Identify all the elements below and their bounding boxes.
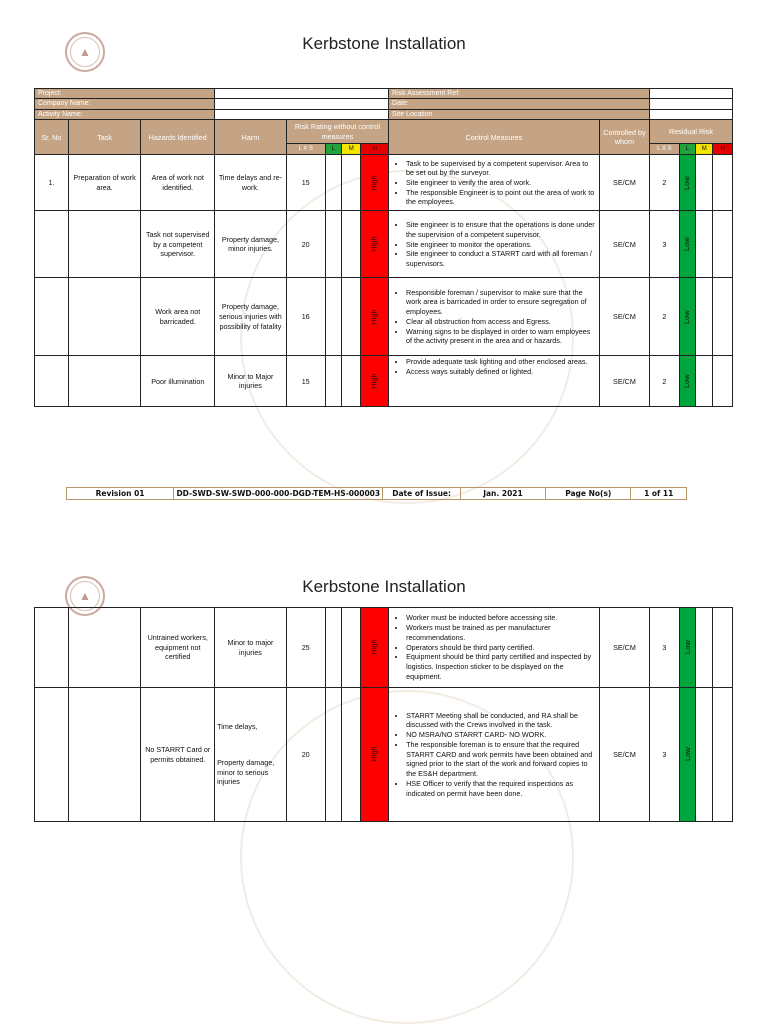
hazard-cell: Area of work not identified. [141, 155, 215, 211]
ra-ref-field[interactable] [650, 89, 733, 99]
l-cell [325, 278, 341, 356]
hazard-cell: Poor illumination [141, 356, 215, 407]
residual-text: Low [682, 176, 692, 190]
control-item: • Operators should be third party certified. [406, 643, 597, 653]
risk-table-page1 [34, 88, 733, 407]
control-item: • Site engineer to monitor the operations. [406, 240, 597, 250]
header-controlled-by: Controlled by whom [599, 120, 649, 155]
m-cell [341, 278, 360, 356]
site-location-field[interactable] [650, 109, 733, 119]
sr-no-cell [35, 278, 69, 356]
harm-text-a: Time delays, [217, 722, 258, 732]
sub-header-m: M [341, 144, 360, 155]
footer-date: Jan. 2021 [461, 488, 546, 499]
residual-m-cell [696, 211, 713, 278]
l-cell [325, 356, 341, 407]
table-row [35, 155, 733, 211]
sub-header-residual-lxs: L X S [650, 144, 680, 155]
page-title: Kerbstone Installation [302, 577, 466, 596]
hazard-cell: Untrained workers, equipment not certified [141, 608, 215, 688]
residual-rating-cell [679, 278, 695, 356]
date-label: Date: [389, 99, 650, 109]
harm-cell: Property damage, serious injuries with possibility of fatality [215, 278, 287, 356]
sub-header-l: L [325, 144, 341, 155]
header-sr-no: Sr. No [35, 120, 69, 155]
residual-lxs-cell: 3 [650, 608, 680, 688]
harm-cell: Minor to major injuries [215, 608, 287, 688]
residual-rating-cell [679, 608, 695, 688]
rating-cell [361, 211, 389, 278]
sub-header-residual-m: M [696, 144, 713, 155]
residual-lxs-cell: 3 [650, 211, 680, 278]
l-cell [325, 608, 341, 688]
rating-cell [361, 278, 389, 356]
table-row [35, 608, 733, 688]
sub-header-residual-h: H [713, 144, 733, 155]
l-cell [325, 211, 341, 278]
residual-h-cell [713, 211, 733, 278]
residual-lxs-cell: 2 [650, 278, 680, 356]
rating-cell [361, 688, 389, 822]
hazard-cell: Task not supervised by a competent supervisor. [141, 211, 215, 278]
controlled-by-cell: SE/CM [599, 211, 649, 278]
rating-cell [361, 608, 389, 688]
sub-header-residual-l: L [679, 144, 695, 155]
footer-page-number: 1 of 11 [644, 489, 674, 498]
m-cell [342, 608, 361, 688]
residual-h-cell [713, 278, 733, 356]
residual-lxs-cell: 3 [650, 688, 680, 822]
company-name-field[interactable] [215, 99, 389, 109]
residual-rating-cell [679, 155, 695, 211]
footer-date-label: Date of Issue: [383, 488, 460, 499]
header-risk-rating: Risk Rating without control measures [286, 120, 388, 144]
m-cell [342, 688, 361, 822]
task-cell [68, 211, 141, 278]
residual-h-cell [713, 608, 733, 688]
controlled-by-cell: SE/CM [599, 356, 649, 407]
control-item: • HSE Officer to verify that the required inspections as indicated on permit have been done. [406, 779, 597, 798]
control-item: • NO MSRA/NO STARRT CARD- NO WORK. [406, 730, 597, 740]
hazard-cell: Work area not barricaded. [141, 278, 215, 356]
m-cell [341, 211, 360, 278]
control-measures-cell [389, 608, 600, 688]
control-measures-cell [389, 155, 600, 211]
control-item: • Equipment should be third party certified and inspected by logistics. Inspection sticker to be displayed on the equipment. [406, 652, 597, 681]
control-item: • Worker must be inducted before accessing site. [406, 613, 597, 623]
mountain-icon: ▲ [79, 45, 91, 59]
residual-text: Low [682, 640, 692, 655]
table-row [35, 211, 733, 278]
harm-cell: Minor to Major injuries [215, 356, 287, 407]
company-name-label: Company Name: [35, 99, 215, 109]
control-item: • Warning signs to be displayed in order to warn employees of the activity present in the area and or hazards. [406, 327, 597, 346]
sub-header-h: H [361, 144, 389, 155]
sr-no-cell [35, 608, 69, 688]
lxs-cell: 16 [286, 278, 325, 356]
task-cell: Preparation of work area. [68, 155, 141, 211]
lxs-cell: 20 [286, 211, 325, 278]
l-cell [325, 155, 341, 211]
project-label: Project: [35, 89, 215, 99]
rating-text: High [369, 746, 379, 763]
controlled-by-cell: SE/CM [599, 688, 649, 822]
control-item: • Site engineer is to ensure that the operations is done under the supervision of a competent supervisor. [406, 220, 597, 239]
residual-text: Low [682, 747, 692, 762]
header-harm: Harm [215, 120, 287, 155]
controlled-by-cell: SE/CM [599, 155, 649, 211]
lxs-cell: 20 [286, 688, 325, 822]
sr-no-cell [35, 356, 69, 407]
residual-h-cell [713, 688, 733, 822]
m-cell [341, 155, 360, 211]
task-cell [68, 608, 141, 688]
residual-rating-cell [679, 688, 695, 822]
lxs-cell: 15 [286, 356, 325, 407]
residual-m-cell [696, 688, 713, 822]
residual-m-cell [696, 608, 713, 688]
residual-lxs-cell: 2 [650, 356, 680, 407]
rating-text: High [369, 175, 379, 191]
m-cell [341, 356, 360, 407]
control-item: • Site engineer to conduct a STARRT card with all foreman / supervisors. [406, 249, 597, 268]
rating-text: High [369, 639, 379, 656]
residual-rating-cell [679, 211, 695, 278]
sub-header-lxs: L X S [286, 144, 325, 155]
harm-text-b: Property damage, minor to serious injuries [217, 757, 275, 787]
controlled-by-cell: SE/CM [599, 608, 649, 688]
header-control-measures: Control Measures [389, 120, 600, 155]
table-row [35, 278, 733, 356]
control-measures-cell [389, 211, 600, 278]
rating-text: High [369, 236, 379, 253]
residual-text: Low [682, 237, 692, 252]
page-title: Kerbstone Installation [302, 34, 466, 53]
rating-cell [361, 155, 389, 211]
hazard-cell: No STARRT Card or permits obtained. [141, 688, 215, 822]
activity-name-label: Activity Name: [35, 109, 215, 119]
sr-no-cell: 1. [35, 155, 69, 211]
control-measures-cell [389, 688, 600, 822]
header-task: Task [68, 120, 141, 155]
rating-cell [361, 356, 389, 407]
ra-ref-label: Risk Assessment Ref: [389, 89, 650, 99]
residual-lxs-cell: 2 [650, 155, 680, 211]
lxs-cell: 25 [286, 608, 325, 688]
risk-table-page2 [34, 607, 733, 822]
footer-revision: Revision 01 [67, 488, 174, 499]
task-cell [68, 278, 141, 356]
footer-doc-number: DD-SWD-SW-SWD-000-000-DGD-TEM-HS-000003 [174, 488, 383, 499]
control-item: • The responsible foreman is to ensure that the required STARRT CARD and work permits have been obtained and signed prior to the start of the work and forward copies to the ES&H department. [406, 740, 597, 779]
harm-cell: Time delays and re-work. [215, 155, 287, 211]
residual-m-cell [696, 278, 713, 356]
residual-text: Low [682, 374, 692, 389]
rating-text: High [369, 309, 379, 325]
controlled-by-cell: SE/CM [599, 278, 649, 356]
residual-text: Low [682, 310, 692, 324]
footer-page-label: Page No(s) [546, 488, 631, 499]
residual-h-cell [713, 155, 733, 211]
rating-text: High [369, 373, 379, 390]
activity-name-field[interactable] [215, 109, 389, 119]
control-item: • Clear all obstruction from access and Egress. [406, 317, 597, 327]
control-item: • Task to be supervised by a competent supervisor. Area to be set out by the surveyor. [406, 159, 597, 178]
document-footer [66, 487, 687, 500]
harm-cell [215, 688, 287, 822]
table-row [35, 688, 733, 822]
control-item: • Access ways suitably defined or lighted. [406, 367, 597, 377]
date-field[interactable] [650, 99, 733, 109]
task-cell [68, 688, 141, 822]
control-measures-cell [389, 278, 600, 356]
header-hazards: Hazards Identified [141, 120, 215, 155]
site-location-label: Site Location [389, 109, 650, 119]
control-item: • Site engineer to verify the area of work. [406, 178, 597, 188]
residual-m-cell [696, 356, 713, 407]
mountain-icon: ▲ [79, 589, 91, 603]
residual-rating-cell [679, 356, 695, 407]
project-field[interactable] [215, 89, 389, 99]
residual-m-cell [696, 155, 713, 211]
sr-no-cell [35, 211, 69, 278]
table-row [35, 356, 733, 407]
control-measures-cell [389, 356, 600, 407]
harm-cell: Property damage, minor injuries. [215, 211, 287, 278]
residual-h-cell [713, 356, 733, 407]
l-cell [325, 688, 341, 822]
control-item: • STARRT Meeting shall be conducted, and RA shall be discussed with the Crews involved in the task. [406, 711, 597, 730]
header-residual-risk: Residual Risk [650, 120, 733, 144]
control-item: • Provide adequate task lighting and other enclosed areas. [406, 357, 597, 367]
sr-no-cell [35, 688, 69, 822]
control-item: • Responsible foreman / supervisor to make sure that the work area is barricaded in order to ensure segregation of employees. [406, 288, 597, 317]
control-item: • The responsible Engineer is to point out the area of work to the employees. [406, 188, 597, 207]
control-item: • Workers must be trained as per manufacturer recommendations. [406, 623, 597, 642]
task-cell [68, 356, 141, 407]
lxs-cell: 15 [286, 155, 325, 211]
